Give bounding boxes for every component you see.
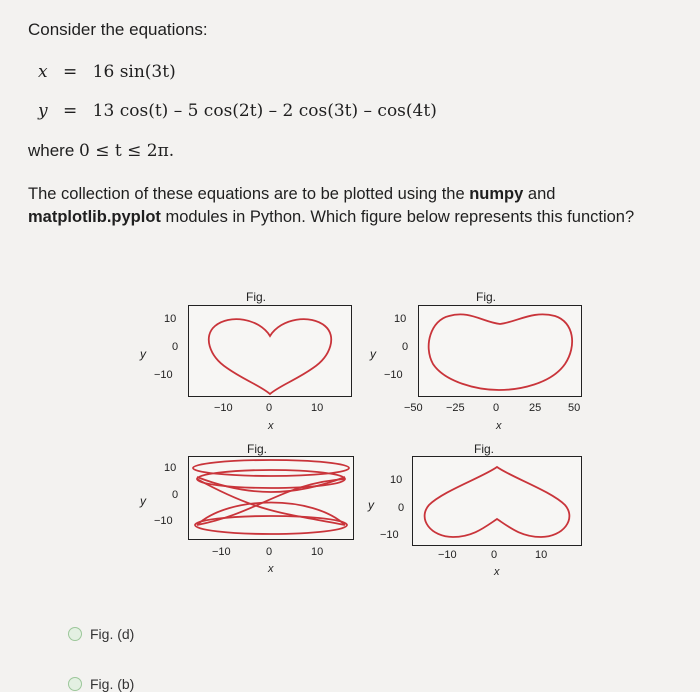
figure-c-ylabel: y xyxy=(140,494,146,508)
figure-b-ytick: 10 xyxy=(394,313,407,325)
option-label: Fig. (d) xyxy=(90,626,135,642)
option-fig-d[interactable] xyxy=(68,626,134,642)
figure-b-xlabel: x xyxy=(496,420,502,432)
figure-b-xtick: 50 xyxy=(568,402,581,414)
desc-part-2: and xyxy=(523,185,556,203)
figure-c-ytick: 10 xyxy=(164,462,177,474)
figure-d-xtick: 0 xyxy=(491,549,498,561)
figure-c-xtick: −10 xyxy=(212,546,231,558)
figure-d-title: Fig. xyxy=(474,442,495,456)
figure-c-plot xyxy=(188,456,354,540)
figure-b-ytick: 0 xyxy=(402,341,409,353)
figure-d-inverted-heart-curve xyxy=(425,467,570,537)
figure-a-xtick: −10 xyxy=(214,402,233,414)
figure-d-xlabel: x xyxy=(494,566,500,578)
where-range: 0 ≤ t ≤ 2π. xyxy=(79,141,175,161)
figure-b-xtick: −50 xyxy=(404,402,423,414)
question-description xyxy=(28,183,688,229)
option-radio[interactable] xyxy=(68,627,82,641)
figure-a-title: Fig. xyxy=(246,290,267,304)
eq-x-equals: = xyxy=(63,62,78,82)
figure-d-ytick: 0 xyxy=(398,502,405,514)
figure-d-curve-svg xyxy=(413,457,581,545)
figure-b-ytick: −10 xyxy=(384,369,403,381)
figure-a-ytick: 0 xyxy=(172,341,179,353)
figure-b-xtick: 0 xyxy=(493,402,500,414)
figure-a-plot xyxy=(188,305,352,397)
figure-b-curve-svg xyxy=(419,306,581,396)
eq-y-rhs: 13 cos(t) – 5 cos(2t) – 2 cos(3t) – cos(4t) xyxy=(92,101,437,121)
figure-c-loop xyxy=(195,516,347,534)
where-lead: where xyxy=(28,141,80,160)
figure-c-title: Fig. xyxy=(247,442,268,456)
equation-x xyxy=(38,62,176,82)
figure-b-plot xyxy=(418,305,582,397)
eq-y-equals: = xyxy=(63,101,78,121)
option-label: Fig. (b) xyxy=(90,676,135,692)
figure-a-heart-curve xyxy=(209,319,331,394)
figure-b-title: Fig. xyxy=(476,290,497,304)
eq-x-rhs: 16 sin(3t) xyxy=(92,62,176,82)
figure-d-ytick: 10 xyxy=(390,474,403,486)
figure-c-ytick: 0 xyxy=(172,489,179,501)
option-radio[interactable] xyxy=(68,677,82,691)
figure-a-xlabel: x xyxy=(268,420,274,432)
desc-matplotlib: matplotlib.pyplot xyxy=(28,208,161,226)
figure-a-ylabel: y xyxy=(140,347,146,361)
figure-b-xtick: 25 xyxy=(529,402,542,414)
figure-d-xtick: −10 xyxy=(438,549,457,561)
desc-part-1: The collection of these equations are to be plotted using the xyxy=(28,185,470,203)
figure-d-plot xyxy=(412,456,582,546)
figure-c-curve-svg xyxy=(189,457,353,539)
eq-y-lhs: y xyxy=(38,101,48,121)
figure-d-ytick: −10 xyxy=(380,529,399,541)
eq-x-lhs: x xyxy=(38,62,48,82)
figure-b-ylabel: y xyxy=(370,347,376,361)
figure-c-xtick: 10 xyxy=(311,546,324,558)
figure-a-ytick: −10 xyxy=(154,369,173,381)
desc-part-3: modules in Python. Which figure below represents this function? xyxy=(160,208,635,226)
equation-y xyxy=(38,101,437,121)
question-intro: Consider the equations: xyxy=(28,20,208,39)
figure-b-kidney-curve xyxy=(429,314,572,390)
figure-c-xlabel: x xyxy=(268,563,274,575)
figure-d-ylabel: y xyxy=(368,498,374,512)
figure-a-ytick: 10 xyxy=(164,313,177,325)
figure-a-xtick: 10 xyxy=(311,402,324,414)
figure-d-xtick: 10 xyxy=(535,549,548,561)
figure-a-curve-svg xyxy=(189,306,351,396)
figure-a-xtick: 0 xyxy=(266,402,273,414)
figure-b-xtick: −25 xyxy=(446,402,465,414)
figure-c-ytick: −10 xyxy=(154,515,173,527)
desc-numpy: numpy xyxy=(469,185,524,203)
figure-c-xtick: 0 xyxy=(266,546,273,558)
where-clause xyxy=(28,141,174,161)
